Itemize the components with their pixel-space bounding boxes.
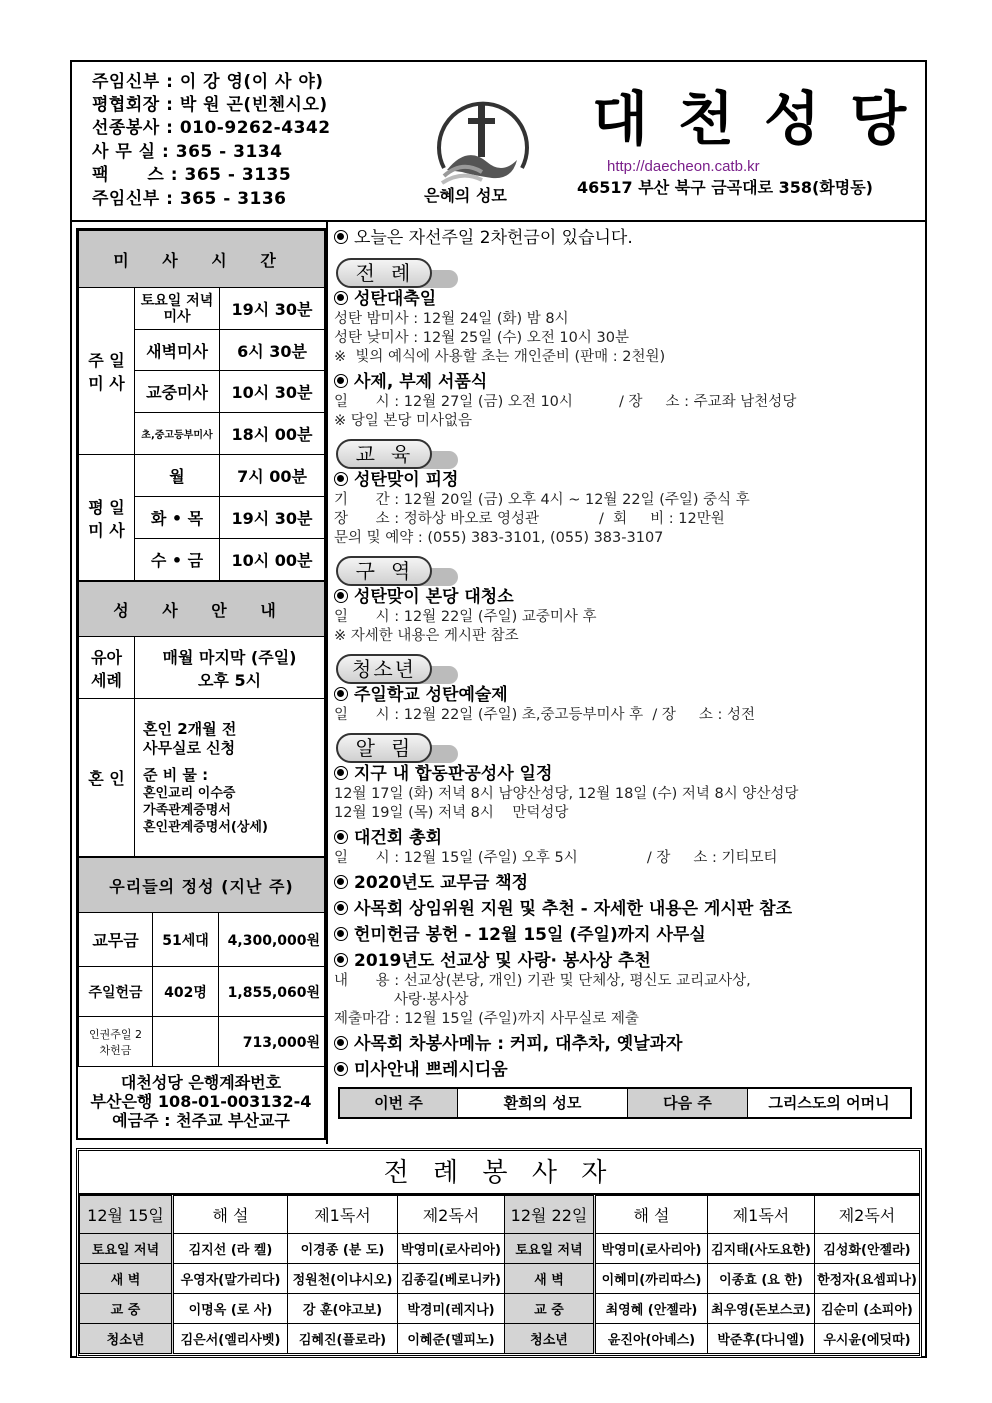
notice-heading	[334, 469, 924, 491]
server-name: 이종효 (요 한)	[708, 1264, 815, 1294]
notice-line: 제출마감 : 12월 15일 (주일)까지 사무실로 제출	[334, 1011, 639, 1027]
bullet-icon	[334, 766, 348, 780]
bank-title: 대천성당 은행계좌번호	[120, 1073, 282, 1092]
mass-day: 월	[135, 455, 220, 497]
marriage-line: 사무실로 신청	[143, 738, 236, 757]
servers-mass-label: 청소년	[505, 1324, 595, 1354]
notice-title: 성탄맞이 본당 대청소	[354, 587, 514, 607]
notice-line: 성탄 낮미사 : 12월 25일 (수) 오전 10시 30분	[334, 330, 629, 346]
next-week-value: 그리스도의 어머니	[768, 1094, 890, 1112]
offering-type: 교무금	[79, 913, 153, 967]
offering-count	[153, 1017, 219, 1067]
sunday-mass-label: 주 일 미 사	[79, 288, 135, 455]
notice-title: 2019년도 선교상 및 사랑· 봉사상 추천	[354, 951, 651, 971]
baptism-text: 매월 마지막 (주일) 오후 5시	[135, 637, 325, 699]
notice-title: 사목회 차봉사메뉴 : 커피, 대추차, 옛날과자	[354, 1034, 683, 1054]
notice-line: 사랑·봉사상	[334, 992, 469, 1008]
bullet-icon	[334, 830, 348, 844]
next-week-label: 다음 주	[628, 1089, 748, 1117]
server-name: 우시윤(에딧따)	[815, 1324, 920, 1354]
notice-line: ※ 빛의 예식에 사용할 초는 개인준비 (판매 : 2천원)	[334, 349, 666, 365]
servers-row	[80, 1324, 920, 1354]
notice-title: 성탄대축일	[354, 289, 437, 309]
notice-line: 성탄 밤미사 : 12월 24일 (화) 밤 8시	[334, 311, 569, 327]
info-fax: 팩 스 : 365 - 3135	[92, 165, 292, 185]
offering-amount: 4,300,000원	[219, 913, 325, 967]
top-notice	[334, 226, 924, 250]
servers-mass-label: 청소년	[80, 1324, 173, 1354]
section-pill: 청소년	[336, 654, 432, 684]
mass-time: 19시 30분	[220, 497, 325, 539]
sacraments-table	[78, 581, 325, 857]
notice-line: 일 시 : 12월 15일 (주일) 오후 5시 / 장 소 : 기티모티	[334, 850, 778, 866]
notice-line: 장 소 : 정하상 바오로 영성관 / 회 비 : 12만원	[334, 511, 725, 527]
section-pill: 알림	[336, 733, 432, 763]
section-header	[334, 439, 924, 469]
baptism-label: 유아 세례	[79, 637, 135, 699]
website-link[interactable]: http://daecheon.catb.kr	[607, 158, 760, 175]
server-name: 이혜미(까리따스)	[595, 1264, 708, 1294]
notice-sections	[334, 258, 924, 1081]
notice-line: 문의 및 예약 : (055) 383-3101, (055) 383-3107	[334, 530, 664, 546]
bank-number: 부산은행 108-01-003132-4	[90, 1092, 312, 1111]
liturgy-servers	[76, 1148, 922, 1358]
servers-role: 제2독서	[398, 1196, 505, 1234]
notice-heading	[334, 1059, 924, 1081]
marriage-line: 준 비 물 :	[143, 765, 209, 784]
servers-header-row	[80, 1196, 920, 1234]
notice-title: 사제, 부제 서품식	[354, 372, 488, 392]
notice-line: 일 시 : 12월 22일 (주일) 교중미사 후	[334, 609, 597, 625]
mass-name: 새벽미사	[135, 330, 220, 371]
servers-title: 전 례 봉 사 자	[79, 1151, 919, 1195]
mass-name: 교중미사	[135, 371, 220, 413]
servers-row	[80, 1264, 920, 1294]
notice-title: 지구 내 합동판공성사 일정	[354, 764, 553, 784]
server-name: 박영미(로사리아)	[398, 1234, 505, 1264]
notice-line: 기 간 : 12월 20일 (금) 오후 4시 ~ 12월 22일 (주일) 중식 후	[334, 492, 750, 508]
marriage-line: 혼인교리 이수증	[143, 785, 236, 801]
info-office: 사 무 실 : 365 - 3134	[92, 142, 283, 162]
info-funeral: 선종봉사 : 010-9262-4342	[92, 118, 331, 138]
server-name: 김혜진(플로라)	[288, 1324, 398, 1354]
this-week-label: 이번 주	[340, 1089, 458, 1117]
servers-role: 해 설	[173, 1196, 288, 1234]
servers-mass-label: 토요일 저녁	[505, 1234, 595, 1264]
mass-time: 10시 30분	[220, 371, 325, 413]
notices	[334, 226, 924, 1119]
bullet-icon	[334, 230, 348, 244]
offerings-table	[78, 857, 325, 1067]
mass-day: 화 • 목	[135, 497, 220, 539]
section-pill: 교육	[336, 439, 432, 469]
notice-heading	[334, 924, 924, 946]
sacraments-title: 성 사 안 내	[79, 582, 325, 637]
notice-heading	[334, 763, 924, 785]
section-header	[334, 556, 924, 586]
server-name: 이명옥 (로 사)	[173, 1294, 288, 1324]
notice-title: 주일학교 성탄예술제	[354, 685, 508, 705]
server-name: 박준후(다니엘)	[708, 1324, 815, 1354]
servers-mass-label: 교 중	[505, 1294, 595, 1324]
server-name: 강 훈(야고보)	[288, 1294, 398, 1324]
server-name: 김은서(엘리사벳)	[173, 1324, 288, 1354]
servers-row	[80, 1294, 920, 1324]
mass-times-title: 미 사 시 간	[79, 231, 325, 288]
bullet-icon	[334, 875, 348, 889]
notice-line: 내 용 : 선교상(본당, 개인) 기관 및 단체상, 평신도 교리교사상,	[334, 973, 751, 989]
server-name: 박경미(레지나)	[398, 1294, 505, 1324]
servers-mass-label: 새 벽	[505, 1264, 595, 1294]
server-name: 김성화(안젤라)	[815, 1234, 920, 1264]
section-header	[334, 733, 924, 763]
mass-time: 7시 00분	[220, 455, 325, 497]
mass-time: 6시 30분	[220, 330, 325, 371]
mass-time: 19시 30분	[220, 288, 325, 330]
marriage-label: 혼 인	[79, 699, 135, 857]
bullet-icon	[334, 687, 348, 701]
notice-heading	[334, 950, 924, 972]
offerings-title: 우리들의 정성 (지난 주)	[79, 858, 325, 913]
servers-role: 제2독서	[815, 1196, 920, 1234]
bullet-icon	[334, 953, 348, 967]
notice-line: 12월 17일 (화) 저녁 8시 남양산성당, 12월 18일 (수) 저녁 8시 양산성당	[334, 786, 799, 802]
church-name: 대천성당	[592, 85, 937, 153]
notice-heading	[334, 1033, 924, 1055]
servers-mass-label: 새 벽	[80, 1264, 173, 1294]
notice-heading	[334, 586, 924, 608]
servers-mass-label: 토요일 저녁	[80, 1234, 173, 1264]
notice-line: 12월 19일 (목) 저녁 8시 만덕성당	[334, 805, 569, 821]
server-name: 김종길(베로니카)	[398, 1264, 505, 1294]
server-name: 박영미(로사리아)	[595, 1234, 708, 1264]
server-name: 최우영(돈보스코)	[708, 1294, 815, 1324]
notice-heading	[334, 827, 924, 849]
server-name: 김지선 (라 켈)	[173, 1234, 288, 1264]
bullet-icon	[334, 291, 348, 305]
server-name: 김지태(사도요한)	[708, 1234, 815, 1264]
notice-heading	[334, 684, 924, 706]
notice-title: 미사안내 쁘레시디움	[354, 1060, 508, 1080]
server-name: 최영혜 (안젤라)	[595, 1294, 708, 1324]
server-name: 이경종 (분 도)	[288, 1234, 398, 1264]
section-pill: 구역	[336, 556, 432, 586]
server-name: 이혜준(델피노)	[398, 1324, 505, 1354]
notice-heading	[334, 898, 924, 920]
servers-date: 12월 15일	[80, 1196, 173, 1234]
bank-account	[78, 1067, 324, 1130]
notice-heading	[334, 872, 924, 894]
servers-mass-label: 교 중	[80, 1294, 173, 1324]
notice-heading	[334, 288, 924, 310]
servers-date: 12월 22일	[505, 1196, 595, 1234]
notice-line: ※ 자세한 내용은 게시판 참조	[334, 628, 519, 644]
notice-title: 대건회 총회	[354, 828, 443, 848]
offering-type: 인권주일 2차헌금	[79, 1017, 153, 1067]
server-name: 우영자(말가리다)	[173, 1264, 288, 1294]
servers-table	[79, 1195, 920, 1354]
notice-line: 일 시 : 12월 22일 (주일) 초,중고등부미사 후 / 장 소 : 성전	[334, 707, 756, 723]
servers-role: 제1독서	[288, 1196, 398, 1234]
offering-amount: 713,000원	[219, 1017, 325, 1067]
offering-count: 402명	[153, 967, 219, 1017]
mass-time: 18시 00분	[220, 413, 325, 455]
info-rectory: 주임신부 : 365 - 3136	[92, 189, 287, 209]
mass-name: 토요일 저녁미사	[135, 288, 220, 330]
notice-heading	[334, 371, 924, 393]
marriage-details	[135, 699, 325, 857]
notice-title: 사목회 상임위원 지원 및 추천 - 자세한 내용은 게시판 참조	[354, 899, 793, 919]
server-name: 김순미 (소피아)	[815, 1294, 920, 1324]
server-name: 정원천(이냐시오)	[288, 1264, 398, 1294]
servers-role: 제1독서	[708, 1196, 815, 1234]
section-header	[334, 654, 924, 684]
address: 46517 부산 북구 금곡대로 358(화명동)	[577, 178, 873, 197]
church-logo-icon	[432, 90, 532, 190]
notice-title: 2020년도 교무금 책정	[354, 873, 529, 893]
offering-count: 51세대	[153, 913, 219, 967]
top-notice-text: 오늘은 자선주일 2차헌금이 있습니다.	[354, 228, 633, 248]
bullet-icon	[334, 374, 348, 388]
bullet-icon	[334, 927, 348, 941]
marriage-line: 가족관계증명서	[143, 802, 231, 818]
section-header	[334, 258, 924, 288]
info-council: 평협회장 : 박 원 곤(빈첸시오)	[92, 95, 328, 115]
notice-title: 헌미헌금 봉헌 - 12월 15일 (주일)까지 사무실	[354, 925, 706, 945]
offering-type: 주일헌금	[79, 967, 153, 1017]
logo-caption: 은혜의 성모	[424, 186, 507, 205]
info-pastor: 주임신부 : 이 강 영(이 사 야)	[92, 72, 324, 92]
mass-times-table	[78, 230, 325, 581]
marriage-line: 혼인관계증명서(상세)	[143, 819, 268, 835]
this-week-value: 환희의 성모	[458, 1089, 628, 1117]
mass-guide-table	[338, 1087, 912, 1119]
bank-holder: 예금주 : 천주교 부산교구	[112, 1111, 290, 1130]
offering-amount: 1,855,060원	[219, 967, 325, 1017]
notice-title: 성탄맞이 피정	[354, 470, 459, 490]
notice-line: 일 시 : 12월 27일 (금) 오전 10시 / 장 소 : 주교좌 남천성당	[334, 394, 797, 410]
marriage-line: 혼인 2개월 전	[143, 719, 237, 738]
header	[72, 62, 937, 222]
notice-line: ※ 당일 본당 미사없음	[334, 413, 473, 429]
mass-time: 10시 00분	[220, 539, 325, 581]
bullet-icon	[334, 1036, 348, 1050]
server-name: 윤진아(아녜스)	[595, 1324, 708, 1354]
server-name: 한정자(요셉피나)	[815, 1264, 920, 1294]
bullet-icon	[334, 901, 348, 915]
mass-day: 수 • 금	[135, 539, 220, 581]
servers-row	[80, 1234, 920, 1264]
bullet-icon	[334, 472, 348, 486]
left-column	[76, 228, 326, 1140]
bullet-icon	[334, 589, 348, 603]
mass-name: 초,중고등부미사	[135, 413, 220, 455]
section-pill: 전례	[336, 258, 432, 288]
column-divider	[326, 222, 328, 1144]
weekday-mass-label: 평 일 미 사	[79, 455, 135, 581]
servers-role: 해 설	[595, 1196, 708, 1234]
bullet-icon	[334, 1062, 348, 1076]
